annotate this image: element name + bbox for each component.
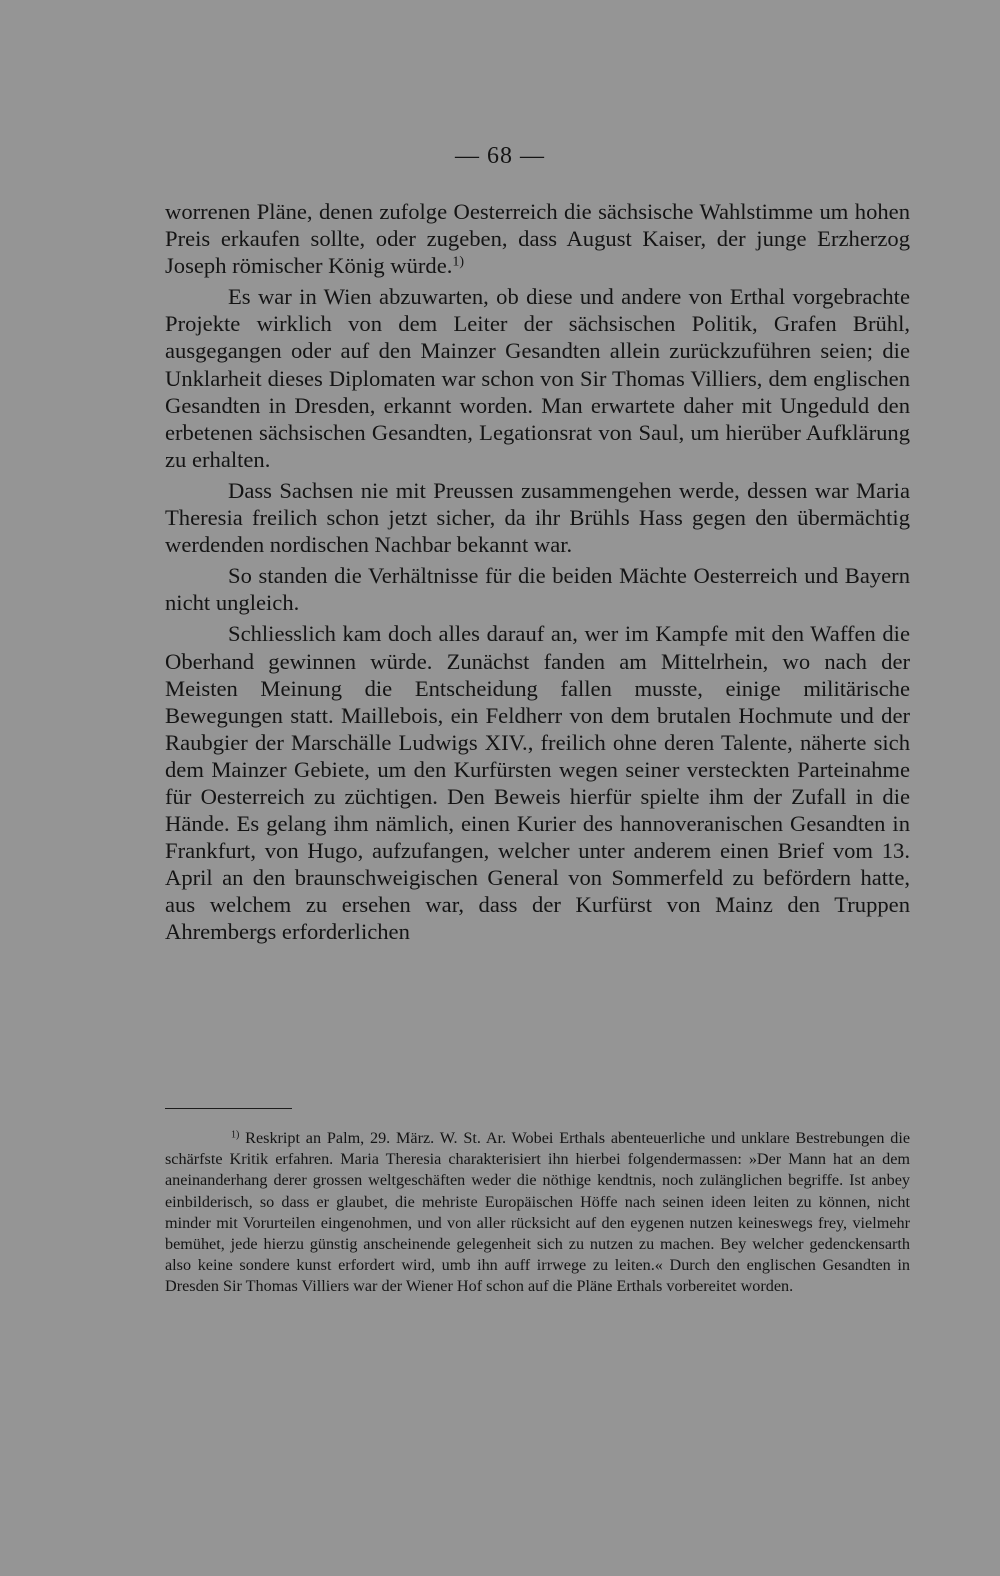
paragraph: Es war in Wien abzuwarten, ob diese und andere von Erthal vorgebrachte Projekte wirklich von dem Leiter der sächsischen Politik, Grafen Brühl, ausgegangen oder auf den Mainzer Gesandten allein zurückzuführen seien; die Unklarheit dieses Diplomaten war schon von Sir Thomas Villiers, dem englischen Gesandten in Dresden, erkannt worden. Man erwartete daher mit Ungeduld den erbetenen sächsischen Gesandten, Legationsrat von Saul, um hierüber Aufklärung zu erhalten. — [165, 284, 910, 472]
footnote-reference: 1) — [452, 254, 465, 270]
footnote-marker: 1) — [231, 1129, 240, 1141]
paragraph: Schliesslich kam doch alles darauf an, wer im Kampfe mit den Waffen die Oberhand gewinnen würde. Zunächst fanden am Mittelrhein, wo nach der Meisten Meinung die Entscheidung fallen musste, einige militärische Bewegungen statt. Maillebois, ein Feldherr von dem brutalen Hochmute und der Raubgier der Marschälle Ludwigs XIV., freilich ohne deren Talente, näherte sich dem Mainzer Gebiete, um den Kurfürsten wegen seiner versteckten Parteinahme für Oesterreich zu züchtigen. Den Beweis hierfür spielte ihm der Zufall in die Hände. Es gelang ihm nämlich, einen Kurier des hannoveranischen Gesandten in Frankfurt, von Hugo, aufzufangen, welcher unter anderem einen Brief vom 13. April an den braunschweigischen General von Sommerfeld zu befördern hatte, aus welchem zu ersehen war, dass der Kurfürst von Mainz den Truppen Ahrembergs erforderlichen — [165, 621, 910, 945]
paragraph-text: worrenen Pläne, denen zufolge Oesterreich die sächsische Wahlstimme um hohen Preis erkaufen sollte, oder zugeben, dass August Kaiser, der junge Erzherzog Joseph römischer König würde. — [165, 199, 910, 279]
page-number: — 68 — — [455, 143, 545, 169]
main-text — [165, 198, 910, 946]
footnote-text: Reskript an Palm, 29. März. W. St. Ar. Wobei Erthals abenteuerliche und unklare Bestrebungen die schärfste Kritik erfahren. Maria Theresia charakterisiert ihn hierbei folgendermassen: »Der Mann hat an dem aneinanderhang derer grossen weltgeschäften weder die nöthige kendtnis, noch zulänglichen begriffe. Ist anbey einbilderisch, so dass er glaubet, die mehriste Europäischen Höffe nach seinen ideen leiten zu können, nicht minder mit Vorurteilen eingenohmen, und von aller rücksicht auf den eygenen nutzen keineswegs frey, vielmehr bemühet, jede hierzu günstig anscheinende gelegenheit sich zu nutzen zu machen. Bey welcher gedenckensarth also keine sondere kunst erfordert wird, umb ihn auff irrwege zu leiten.« Durch den englischen Gesandten in Dresden Sir Thomas Villiers war der Wiener Hof schon auf die Pläne Erthals vorbereitet worden. — [165, 1129, 911, 1296]
footnote-divider — [165, 1108, 292, 1109]
paragraph: So standen die Verhältnisse für die beiden Mächte Oesterreich und Bayern nicht ungleich. — [165, 563, 910, 616]
footnote — [165, 1128, 910, 1298]
paragraph — [165, 198, 910, 279]
footnote-paragraph — [165, 1128, 910, 1298]
paragraph: Dass Sachsen nie mit Preussen zusammengehen werde, dessen war Maria Theresia freilich schon jetzt sicher, da ihr Brühls Hass gegen den übermächtig werdenden nordischen Nachbar bekannt war. — [165, 477, 910, 558]
